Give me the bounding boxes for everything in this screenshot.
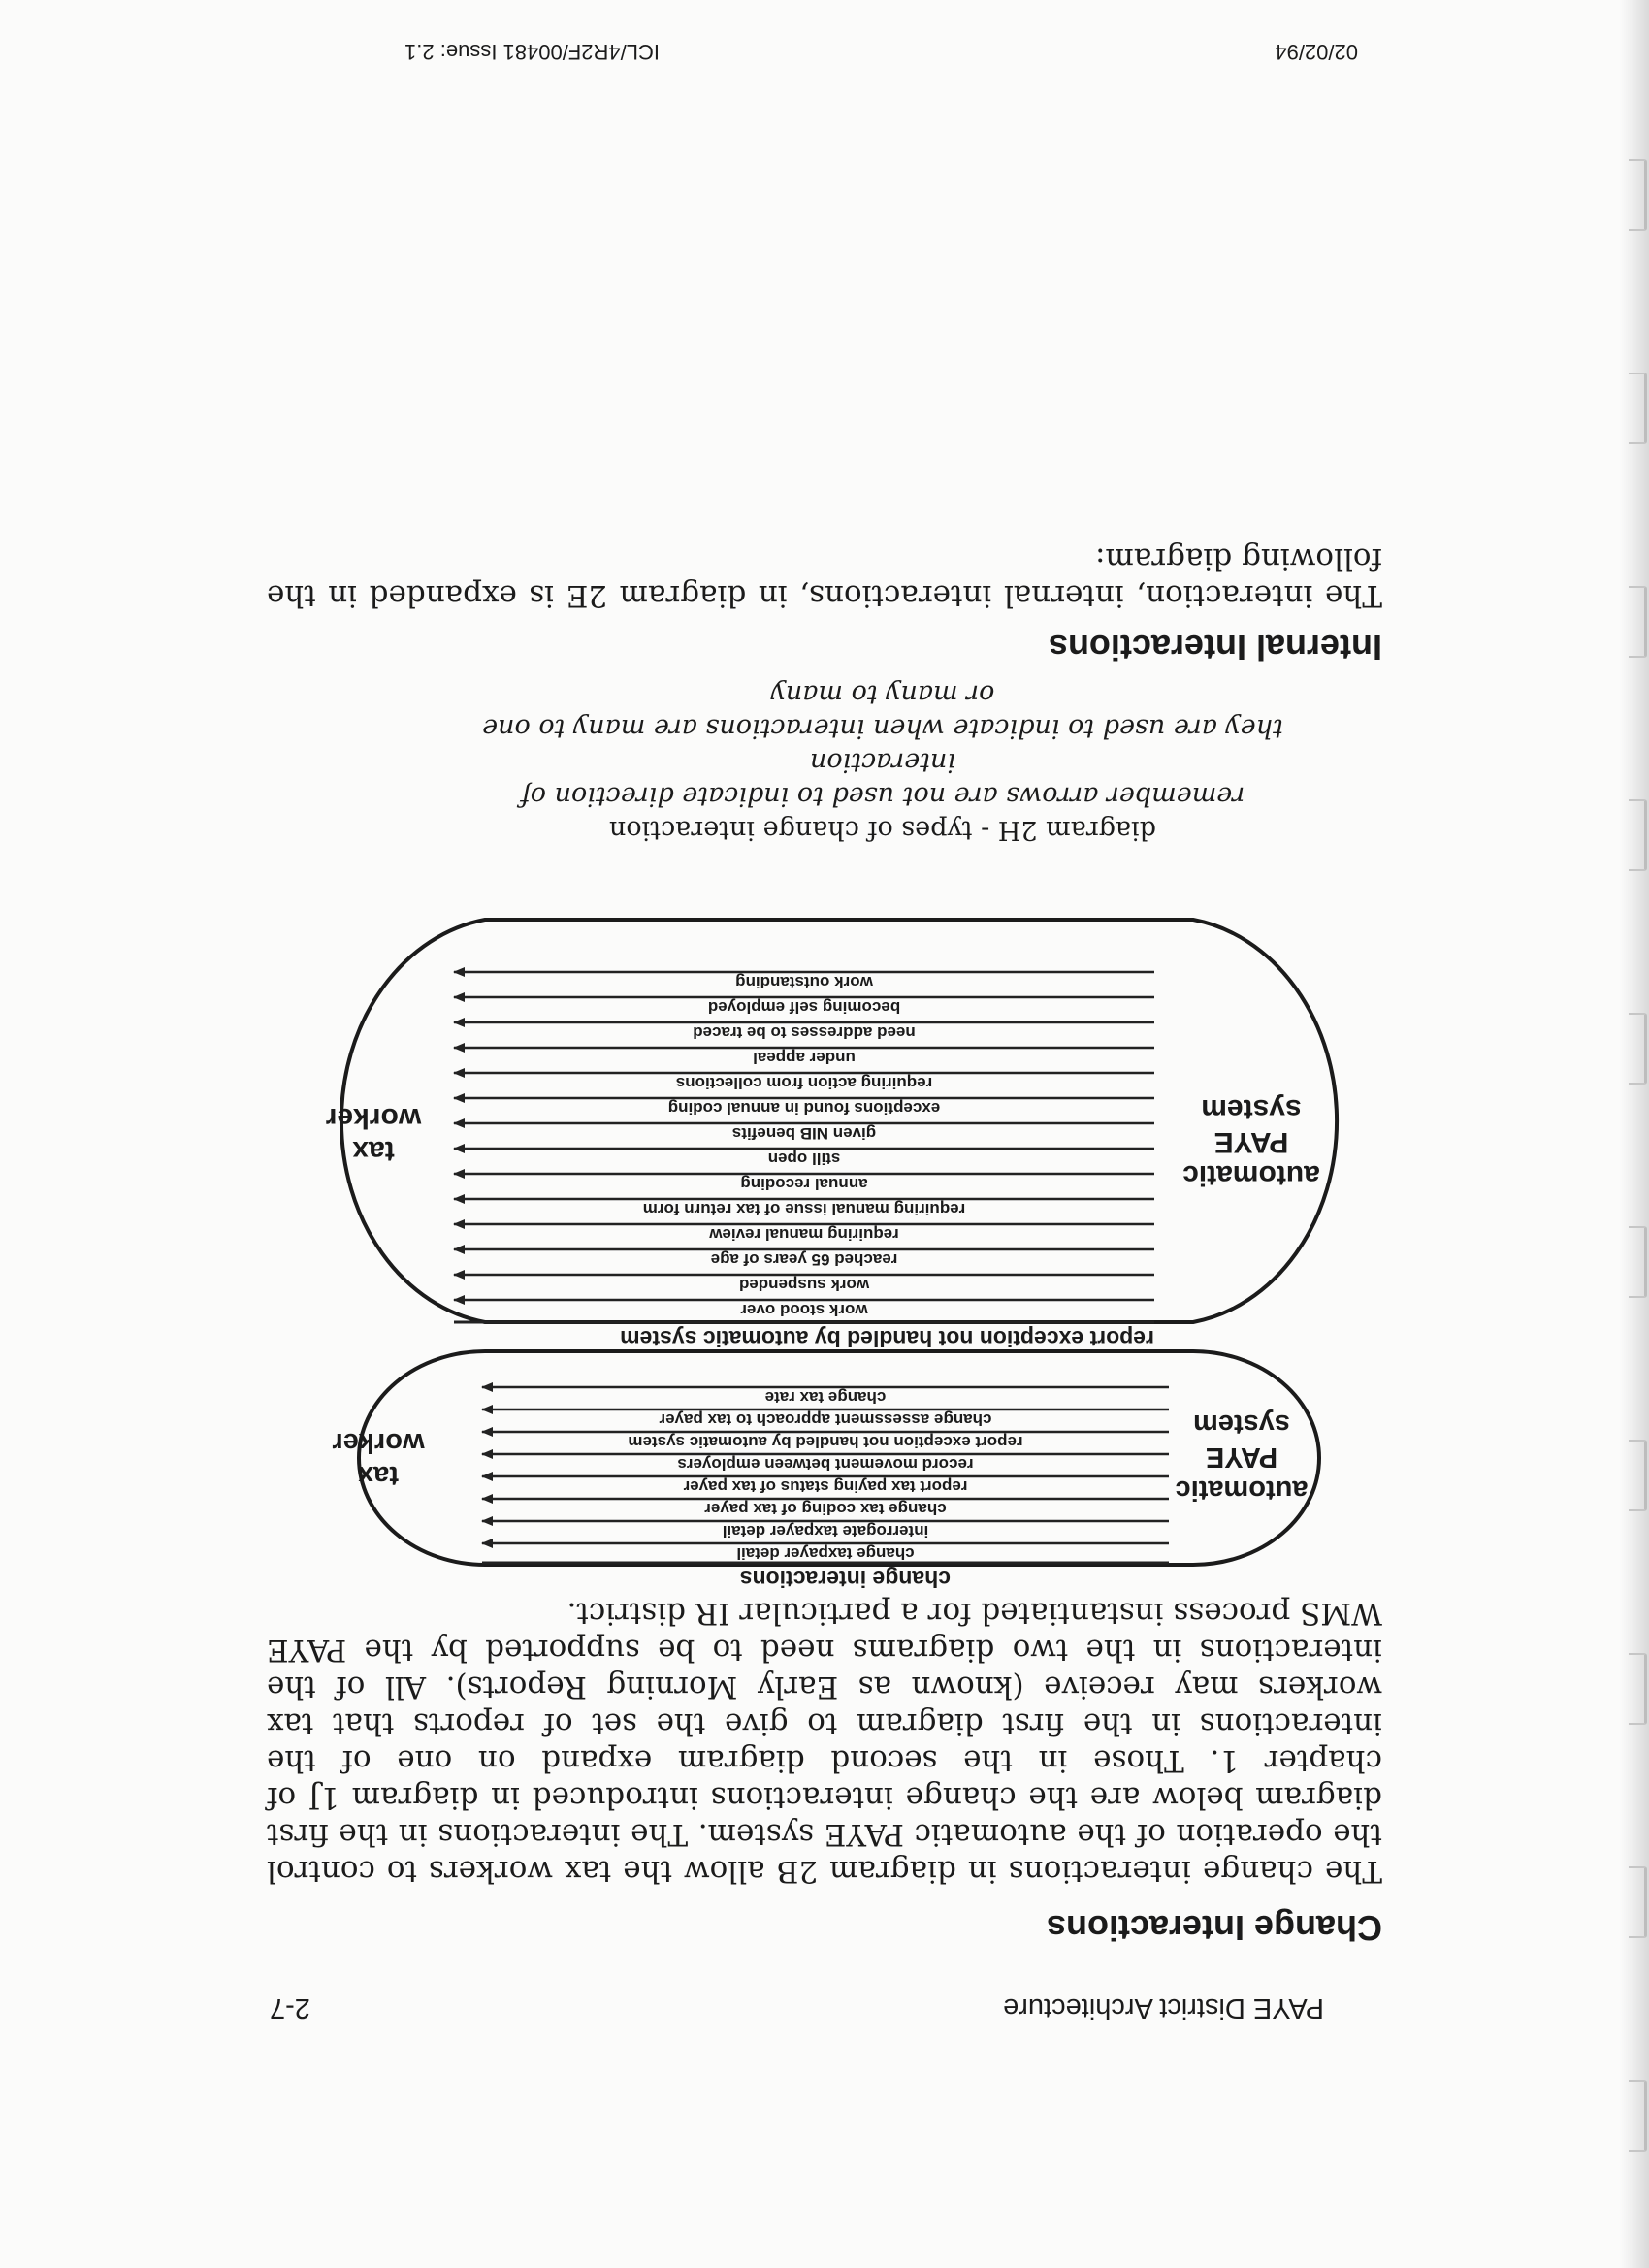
- diagram1-arrow-label: interrogate taxpayer detail: [722, 1522, 929, 1540]
- caption-note-1: remember arrows are not used to indicate direction of interaction: [520, 747, 1245, 811]
- binder-tab: [1629, 1440, 1647, 1511]
- diagram2-arrow-label: becoming self employed: [707, 998, 901, 1017]
- diagram2-heading: report exception not handled by automatic system: [620, 1326, 1154, 1351]
- diagram2-arrow-label: need addresses to be traced: [693, 1023, 916, 1042]
- internal-interactions-heading: Internal Interactions: [1048, 628, 1382, 667]
- diagram1-arrow-label: change assessment approach to tax payer: [659, 1410, 992, 1429]
- diagram1-arrow-label: change tax rate: [764, 1388, 887, 1407]
- diagram1-right-label: tax worker: [332, 1427, 425, 1491]
- binder-tab: [1629, 2080, 1647, 2152]
- diagram1-arrow-label: report tax paying status of tax payer: [683, 1477, 968, 1496]
- diagram2-arrow-label: still open: [767, 1150, 841, 1168]
- binder-tab: [1629, 1226, 1647, 1298]
- binder-tab: [1629, 1866, 1647, 1938]
- header-title: PAYE District Architecture: [1003, 1993, 1324, 2024]
- internal-interactions-paragraph: The interaction, internal interactions, in diagram 2E is expanded in the following diagram:: [267, 541, 1382, 613]
- binder-tab: [1629, 1013, 1647, 1085]
- diagram2-arrow-label: work outstanding: [735, 973, 873, 991]
- binder-tab: [1629, 586, 1647, 658]
- diagram2-arrow-label: given NIB benefits: [731, 1124, 877, 1143]
- binder-tab: [1629, 159, 1647, 231]
- diagram2-arrow-label: requiring manual review: [709, 1225, 899, 1244]
- binder-tab: [1629, 799, 1647, 871]
- page-number: 2-7: [270, 1993, 310, 2024]
- diagram2-arrow-label: reached 65 years of age: [710, 1250, 898, 1269]
- footer-reference: ICL/4R2F/00481 Issue: 2.1: [404, 40, 660, 64]
- binder-tab: [1629, 1653, 1647, 1725]
- footer-date: 02/02/94: [1275, 40, 1358, 64]
- diagram2-arrow-label: exceptions found in annual coding: [667, 1099, 941, 1118]
- diagram2-arrow-label: requiring manual issue of tax return form: [642, 1200, 966, 1218]
- diagram1-left-label: automatic PAYE system: [1175, 1409, 1309, 1506]
- diagram1-arrow-label: change taxpayer detail: [736, 1544, 915, 1563]
- diagram2-left-label: automatic PAYE system: [1182, 1093, 1320, 1191]
- diagram2-right-label: tax worker: [325, 1102, 422, 1167]
- caption-note-2: they are used to indicate when interactions are many to one or many to many: [482, 679, 1283, 743]
- diagram2-arrow-label: work suspended: [738, 1276, 870, 1294]
- binder-tab: [1629, 373, 1647, 444]
- change-interactions-paragraph: The change interactions in diagram 2B allow the tax workers to control the operation of the automatic PAYE system. The interactions in the first diagram below are the change interactions introduced in diagram 1J of chapter 1. Those in the second diagram expand on one of the interactions in the first diagram to give the set of reports that tax workers may receive (known as Early Morning Reports). All of the interactions in the two diagrams need to be supported by the PAYE WMS process instantiated for a particular IR district.: [267, 1596, 1382, 1889]
- diagram1-heading: change interactions: [739, 1567, 951, 1592]
- caption-title: diagram 2H - types of change interaction: [608, 815, 1157, 845]
- diagram2-arrow-label: work stood over: [740, 1301, 868, 1319]
- diagram-caption: [466, 677, 1300, 847]
- change-interactions-heading: Change Interactions: [1046, 1908, 1382, 1948]
- diagram1-arrow-label: change tax coding of tax payer: [704, 1500, 947, 1518]
- diagram1-arrow-label: record movement between employers: [677, 1455, 974, 1474]
- diagram1-arrow-label: report exception not handled by automatic system: [628, 1433, 1023, 1451]
- diagram2-arrow-label: annual recoding: [740, 1175, 868, 1193]
- diagram2-arrow-label: under appeal: [753, 1049, 856, 1067]
- diagram2-arrow-label: requiring action from collections: [675, 1074, 933, 1092]
